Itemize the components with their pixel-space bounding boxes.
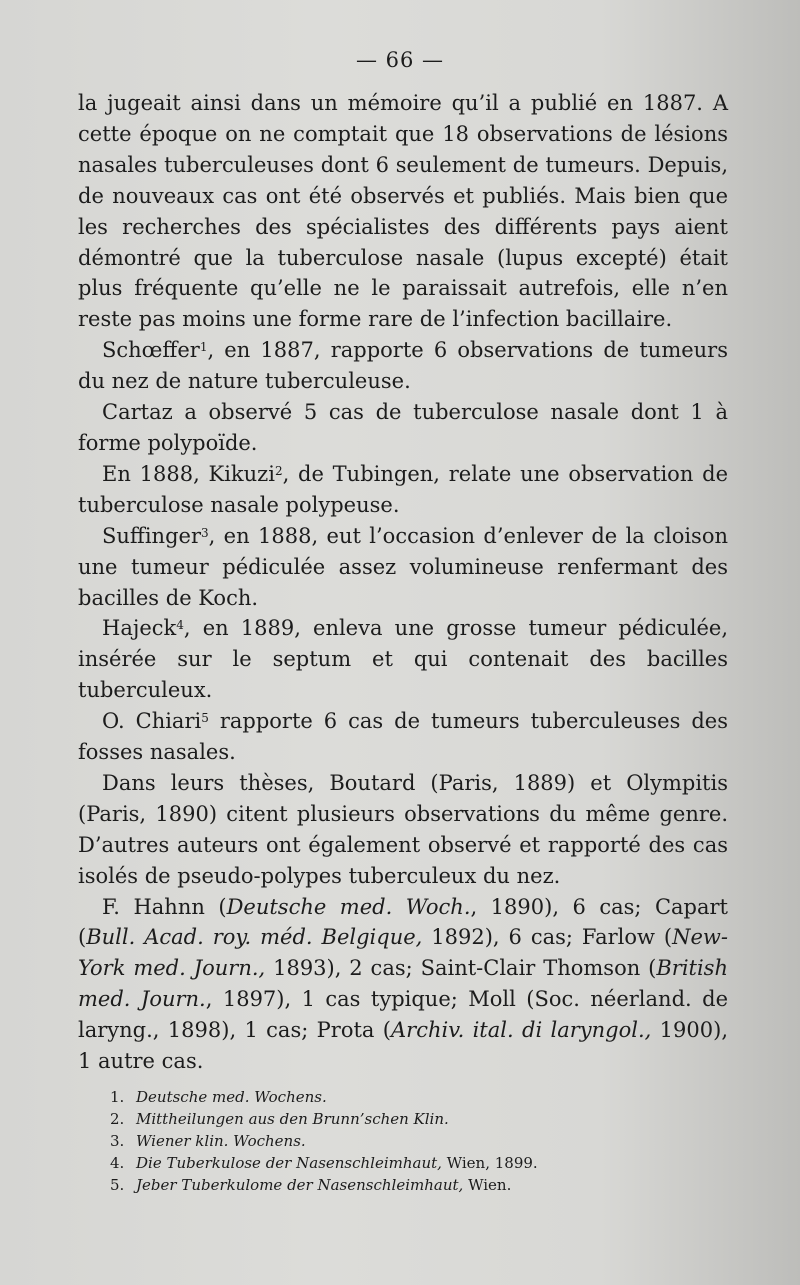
- citation-title: Deutsche med. Woch.: [226, 894, 471, 919]
- author-name: Schœffer: [102, 338, 200, 363]
- paragraph-8: Dans leurs thèses, Boutard (Paris, 1889) et Olympitis (Paris, 1890) citent plusieurs observations du même genre. D’autres auteurs ont également observé et rapporté des cas isolés de pseudo-polypes tuberculeux du nez.: [78, 770, 728, 888]
- paragraph-text: En 1888, Kikuzi: [102, 461, 275, 486]
- paragraph-1: la jugeait ainsi dans un mémoire qu’il a publié en 1887. A cette époque on ne comptait que 18 observations de lésions nasales tuberculeuses dont 6 seulement de tumeurs. Depuis, de nouveaux cas ont été observés et publiés. Mais bien que les recherches des spécialistes des différents pays aient démontré que la tuberculose nasale (lupus excepté) était plus fréquente qu’elle ne le paraissait autrefois, elle n’en reste pas moins une forme rare de l’infection bacillaire.: [78, 91, 728, 332]
- footnote-title: Die Tuberkulose der Nasenschleimhaut,: [136, 1154, 442, 1172]
- footnote-5: [110, 1174, 670, 1196]
- paragraph-text: , 1890), 6 cas; Capart (: [78, 894, 728, 950]
- footnote-ref: 2: [274, 463, 283, 478]
- footnote-title: Jeber Tuberkulome der Nasenschleimhaut,: [136, 1176, 464, 1194]
- footnote-1: [110, 1086, 670, 1108]
- author-name: Hajeck: [102, 616, 177, 641]
- footnote-title: Mittheilungen aus den Brunn’schen Klin.: [136, 1110, 449, 1128]
- author-name: Suffinger: [102, 523, 201, 548]
- paragraph-4: [78, 459, 728, 521]
- paragraph-text: rapporte 6 cas de tumeurs tuberculeuses des fosses nasales.: [78, 709, 728, 765]
- footnote-ref: 4: [176, 618, 184, 633]
- footnotes: [110, 1086, 670, 1196]
- paragraph-text: F. Hahnn (: [102, 894, 227, 919]
- paragraph-9: [78, 892, 728, 1077]
- footnote-3: [110, 1130, 670, 1152]
- footnote-ref: 5: [201, 711, 209, 726]
- citation-title: Archiv. ital. di laryngol.,: [390, 1018, 652, 1043]
- footnote-2: [110, 1108, 670, 1130]
- footnote-number: 3.: [110, 1132, 125, 1150]
- body-text: [78, 88, 728, 1077]
- footnote-ref: 3: [200, 525, 209, 540]
- paragraph-5: [78, 521, 728, 614]
- paragraph-6: [78, 613, 728, 706]
- footnote-ref: 1: [199, 340, 208, 355]
- author-name: O. Chiari: [102, 709, 202, 734]
- footnote-number: 5.: [110, 1176, 125, 1194]
- footnote-text: Wien, 1899.: [441, 1154, 538, 1172]
- footnote-4: [110, 1152, 670, 1174]
- citation-title: Bull. Acad. roy. méd. Belgique,: [86, 925, 423, 950]
- footnote-number: 4.: [110, 1154, 125, 1172]
- paragraph-2: [78, 335, 728, 397]
- paragraph-text: , en 1887, rapporte 6 observations de tumeurs du nez de nature tuberculeuse.: [78, 338, 728, 394]
- paragraph-text: 1892), 6 cas; Farlow (: [422, 925, 673, 950]
- citation-title: New-York med. Journ.,: [78, 925, 728, 981]
- footnote-title: Wiener klin. Wochens.: [136, 1132, 306, 1150]
- paragraph-7: [78, 706, 728, 768]
- paragraph-text: , de Tubingen, relate une observation de tuberculose nasale polypeuse.: [78, 461, 728, 517]
- paragraph-3: Cartaz a observé 5 cas de tuberculose nasale dont 1 à forme polypoïde.: [78, 400, 728, 455]
- paragraph-text: , 1897), 1 cas typique; Moll (Soc. néerland. de laryng., 1898), 1 cas; Prota (: [78, 987, 728, 1043]
- footnote-title: Deutsche med. Wochens.: [136, 1088, 327, 1106]
- paragraph-text: 1893), 2 cas; Saint-Clair Thomson (: [265, 956, 657, 981]
- footnote-number: 1.: [110, 1088, 125, 1106]
- footnote-number: 2.: [110, 1110, 125, 1128]
- citation-title: British med. Journ.: [78, 956, 728, 1012]
- paragraph-text: 1900), 1 autre cas.: [78, 1018, 728, 1074]
- page-number: — 66 —: [355, 48, 445, 72]
- paragraph-text: , en 1888, eut l’occasion d’enlever de la cloison une tumeur pédiculée assez volumineuse renfermant des bacilles de Koch.: [78, 523, 728, 610]
- paragraph-text: , en 1889, enleva une grosse tumeur pédiculée, insérée sur le septum et qui contenait des bacilles tuberculeux.: [78, 616, 728, 703]
- footnote-text: Wien.: [463, 1176, 512, 1194]
